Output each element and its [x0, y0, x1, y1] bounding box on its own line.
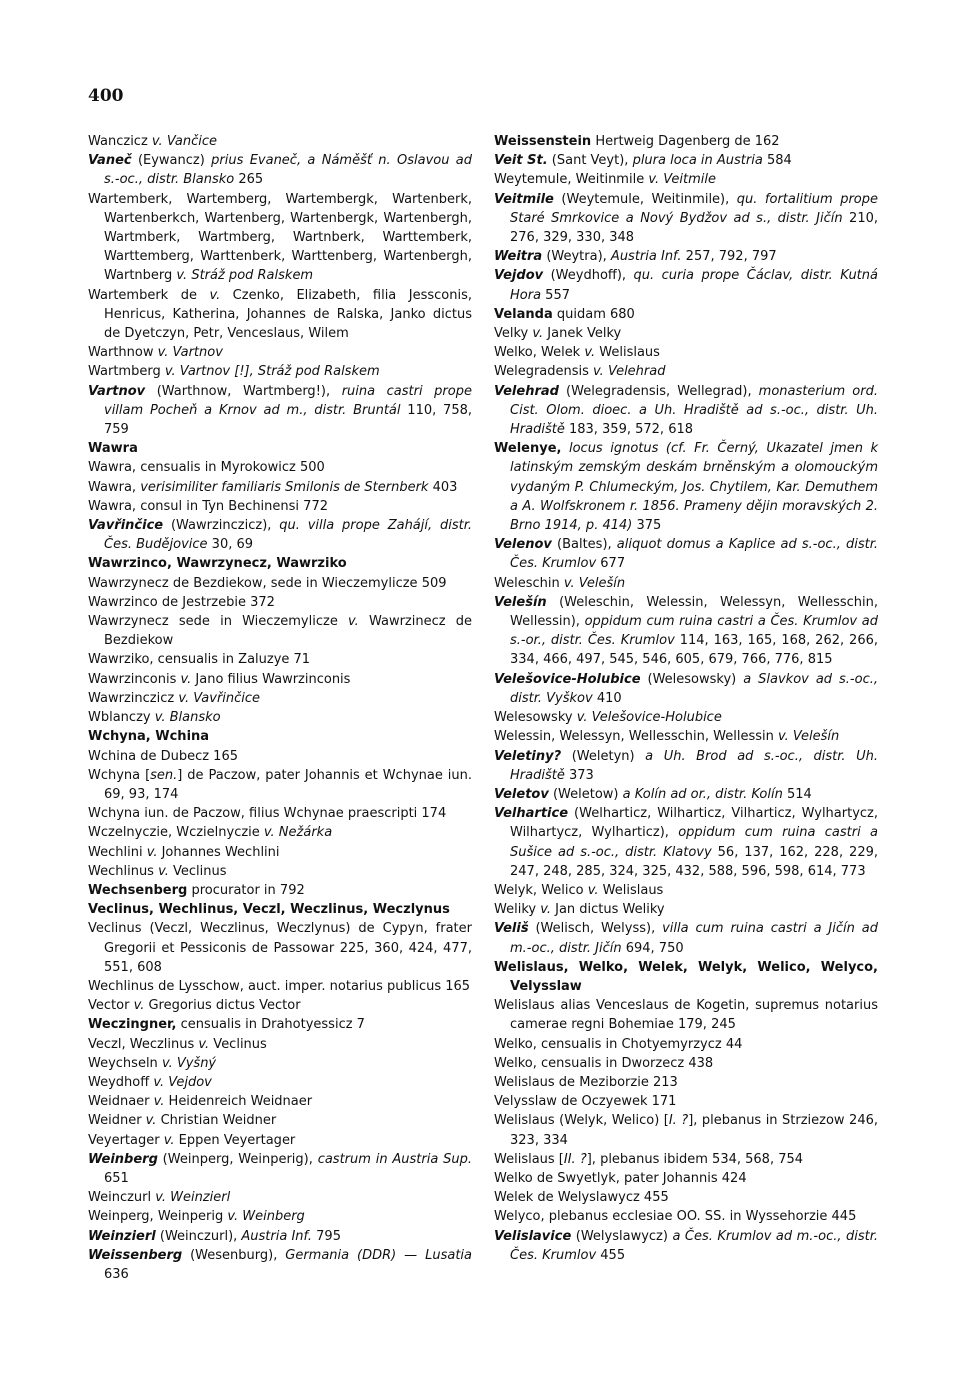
index-entry: Velešovice-Holubice (Welesowsky) a Slavkov ad s.-oc., distr. Vyškov 410 — [494, 671, 878, 706]
index-entry: Wawrzynecz de Bezdiekow, sede in Wieczemylicze 509 — [88, 575, 447, 591]
index-entry: Weliky v. Jan dictus Weliky — [494, 902, 665, 918]
index-entry: Wechlinus v. Veclinus — [88, 863, 227, 879]
index-entry: Welko, Welek v. Welislaus — [494, 345, 660, 361]
index-entry: Wchyna, Wchina — [88, 729, 210, 745]
index-entry: Weissenstein Hertweig Dagenberg de 162 — [494, 134, 780, 149]
index-entry: Welislaus, Welko, Welek, Welyk, Welico, Welyco, Velysslaw — [494, 959, 878, 994]
index-entry: Velešín (Weleschin, Welessin, Welessyn, Wellesschin, Wellessin), oppidum cum ruina castri a Čes. Krumlov ad s.-or., distr. Čes. Krumlov 114, 163, 165, 168, 262, 266, 334, 466, 497, 545, 546, 605, 679, 766, 776, 815 — [494, 594, 878, 668]
index-entry: Weidnaer v. Heidenreich Weidnaer — [88, 1094, 313, 1110]
index-entry: Welko, censualis in Chotyemyrzycz 44 — [494, 1036, 743, 1052]
index-entry: Wchyna iun. de Paczow, filius Wchynae praescripti 174 — [88, 806, 447, 822]
index-entry: Wawra — [88, 441, 138, 457]
index-entry: Weczingner, censualis in Drahotyessicz 7 — [88, 1017, 365, 1033]
index-entry: Weydhoff v. Vejdov — [88, 1074, 212, 1090]
index-entry: Wawrziko, censualis in Zaluzye 71 — [88, 652, 311, 668]
index-entry: Veit St. (Sant Veyt), plura loca in Austria 584 — [494, 153, 792, 169]
index-entry: Veliš (Welisch, Welyss), villa cum ruina castri a Jičín ad m.-oc., distr. Jičín 694, 750 — [494, 921, 878, 956]
index-entry: Wartemberk, Wartemberg, Wartembergk, Wartenberk, Wartenberkch, Wartenberg, Wartenbergk, Wartenbergh, Wartmberk, Wartmberg, Wartnberk, Warttemberk, Warttemberg, Warttenberk, Warttenberg, Wartenbergh, Wartnberg v. Stráž pod Ralskem — [88, 191, 472, 284]
index-entry: Weinczurl v. Weinzierl — [88, 1190, 231, 1206]
index-entry: Wawrzinco, Wawrzynecz, Wawrziko — [88, 556, 347, 572]
index-entry: Wchina de Dubecz 165 — [88, 748, 238, 764]
index-entry: Welessin, Welessyn, Wellesschin, Wellessin v. Velešín — [494, 729, 840, 745]
index-entry: Wanczicz v. Vančice — [88, 134, 217, 149]
index-entry: Wechlinus de Lysschow, auct. imper. notarius publicus 165 — [88, 978, 471, 994]
index-entry: Velhartice (Welharticz, Wilharticz, Vilharticz, Wylhartycz, Wilhartycz, Wylharticz), oppidum cum ruina castri a Sušice ad s.-oc., distr. Klatovy 56, 137, 162, 228, 229, 247, 248, 285, 324, 325, 432, 588, 596, 598, 614, 773 — [494, 806, 878, 879]
index-entry: Veclinus (Veczl, Weczlinus, Weczlynus) de Cypyn, frater Gregorii et Pessiconis de Passowar 225, 360, 424, 477, 551, 608 — [88, 921, 472, 975]
index-entry: Welislaus [II. ?], plebanus ibidem 534, 568, 754 — [494, 1151, 804, 1167]
index-entry: Veczl, Weczlinus v. Veclinus — [88, 1036, 267, 1052]
index-entry: Welegradensis v. Velehrad — [494, 364, 666, 380]
index-entry: Wechlini v. Johannes Wechlini — [88, 844, 280, 860]
left-column — [88, 132, 472, 1284]
index-entry: Vejdov (Weydhoff), qu. curia prope Čáclav, distr. Kutná Hora 557 — [494, 268, 878, 303]
index-entry: Warthnow v. Vartnov — [88, 345, 223, 361]
index-entry: Weinzierl (Weinczurl), Austria Inf. 795 — [88, 1228, 341, 1244]
index-entry: Veletiny? (Weletyn) a Uh. Brod ad s.-oc., distr. Uh. Hradiště 373 — [494, 748, 878, 783]
right-column — [494, 132, 878, 1265]
index-entry: Velysslaw de Oczyewek 171 — [494, 1094, 677, 1110]
index-entry: Velislavice (Welyslawycz) a Čes. Krumlov ad m.-oc., distr. Čes. Krumlov 455 — [494, 1228, 879, 1263]
index-entry: Welko de Swyetlyk, pater Johannis 424 — [494, 1170, 747, 1186]
index-entry: Weinperg, Weinperig v. Weinberg — [88, 1209, 305, 1225]
index-entry: Wawra, censualis in Myrokowicz 500 — [88, 460, 325, 476]
index-entry: Vector v. Gregorius dictus Vector — [88, 998, 301, 1014]
index-entry: Velenov (Baltes), aliquot domus a Kaplice ad s.-oc., distr. Čes. Krumlov 677 — [494, 537, 878, 572]
index-entry: Wawra, consul in Tyn Bechinensi 772 — [88, 498, 328, 514]
index-entry: Wawrzynecz sede in Wieczemylicze v. Wawrzinecz de Bezdiekow — [88, 614, 472, 649]
index-entry: Veitmile (Weytemule, Weitinmile), qu. fortalitium prope Staré Smrkovice a Nový Bydžov ad s., distr. Jičín 210, 276, 329, 330, 348 — [494, 191, 879, 246]
index-entry: Veclinus, Wechlinus, Veczl, Weczlinus, Weczlynus — [88, 902, 450, 918]
index-entry: Welyk, Welico v. Welislaus — [494, 882, 664, 898]
index-entry: Weychseln v. Vyšný — [88, 1055, 217, 1071]
index-entry: Vaneč (Eywancz) prius Evaneč, a Náměšť n. Oslavou ad s.-oc., distr. Blansko 265 — [88, 153, 473, 188]
index-entry: Weleschin v. Velešín — [494, 575, 626, 591]
index-entry: Velanda quidam 680 — [494, 306, 635, 322]
index-entry: Weissenberg (Wesenburg), Germania (DDR) — Lusatia 636 — [88, 1247, 472, 1282]
index-entry: Welyco, plebanus ecclesiae OO. SS. in Wyssehorzie 445 — [494, 1209, 857, 1225]
index-entry: Weinberg (Weinperg, Weinperig), castrum in Austria Sup. 651 — [88, 1151, 473, 1186]
index-entry: Wblanczy v. Blansko — [88, 710, 221, 726]
index-entry: Wawra, verisimiliter familiaris Smilonis de Sternberk 403 — [88, 479, 458, 495]
index-entry: Vavřinčice (Wawrzinczicz), qu. villa prope Zahájí, distr. Čes. Budějovice 30, 69 — [88, 518, 472, 553]
index-entry: Wartemberk de v. Czenko, Elizabeth, filia Jessconis, Henricus, Katherina, Johannes de Ralska, Janko dictus de Dyetczyn, Petr, Venceslaus, Wilem — [88, 287, 472, 342]
index-entry: Weytemule, Weitinmile v. Veitmile — [494, 172, 716, 188]
index-entry: Welenye, locus ignotus (cf. Fr. Černý, Ukazatel jmen k latinským zemským deskám brněnským a olomouckým vydaným P. Chlumeckým, Jos. Chytilem, Kar. Demuthem a A. Wolfskronem r. 1856. Prameny dějin moravských 2. Brno 1914, p. 414) 375 — [494, 441, 878, 534]
index-entry: Welislaus (Welyk, Welico) [I. ?], plebanus in Strziezow 246, 323, 334 — [494, 1113, 878, 1148]
index-entry: Velky v. Janek Velky — [494, 326, 622, 342]
index-entry: Wczelnyczie, Wczielnyczie v. Nežárka — [88, 825, 333, 841]
index-entry: Wawrzinco de Jestrzebie 372 — [88, 594, 275, 610]
index-entry: Wawrzinconis v. Jano filius Wawrzinconis — [88, 671, 351, 687]
index-entry: Wartmberg v. Vartnov [!], Stráž pod Ralskem — [88, 364, 380, 380]
index-entry: Welko, censualis in Dworzecz 438 — [494, 1055, 714, 1071]
index-entry: Welislaus de Meziborzie 213 — [494, 1074, 678, 1090]
index-entry: Wchyna [sen.] de Paczow, pater Johannis et Wchynae iun. 69, 93, 174 — [88, 767, 472, 802]
index-entry: Weidner v. Christian Weidner — [88, 1113, 277, 1129]
page-number: 400 — [88, 86, 124, 106]
index-entry: Wawrzinczicz v. Vavřinčice — [88, 690, 261, 706]
index-entry: Welesowsky v. Velešovice-Holubice — [494, 710, 722, 726]
index-entry: Veyertager v. Eppen Veyertager — [88, 1132, 296, 1148]
index-entry: Welislaus alias Venceslaus de Kogetin, supremus notarius camerae regni Bohemiae 179, 245 — [494, 998, 878, 1033]
index-entry: Vartnov (Warthnow, Wartmberg!), ruina castri prope villam Pocheň a Krnov ad m., distr. Bruntál 110, 758, 759 — [88, 383, 472, 438]
index-entry: Wechsenberg procurator in 792 — [88, 882, 305, 898]
index-entry: Veletov (Weletow) a Kolín ad or., distr. Kolín 514 — [494, 786, 812, 802]
index-entry: Weitra (Weytra), Austria Inf. 257, 792, 797 — [494, 249, 777, 265]
index-entry: Velehrad (Welegradensis, Wellegrad), monasterium ord. Cist. Olom. dioec. a Uh. Hradiště ad s.-oc., distr. Uh. Hradiště 183, 359, 572, 618 — [494, 383, 878, 438]
index-entry: Welek de Welyslawycz 455 — [494, 1190, 669, 1206]
